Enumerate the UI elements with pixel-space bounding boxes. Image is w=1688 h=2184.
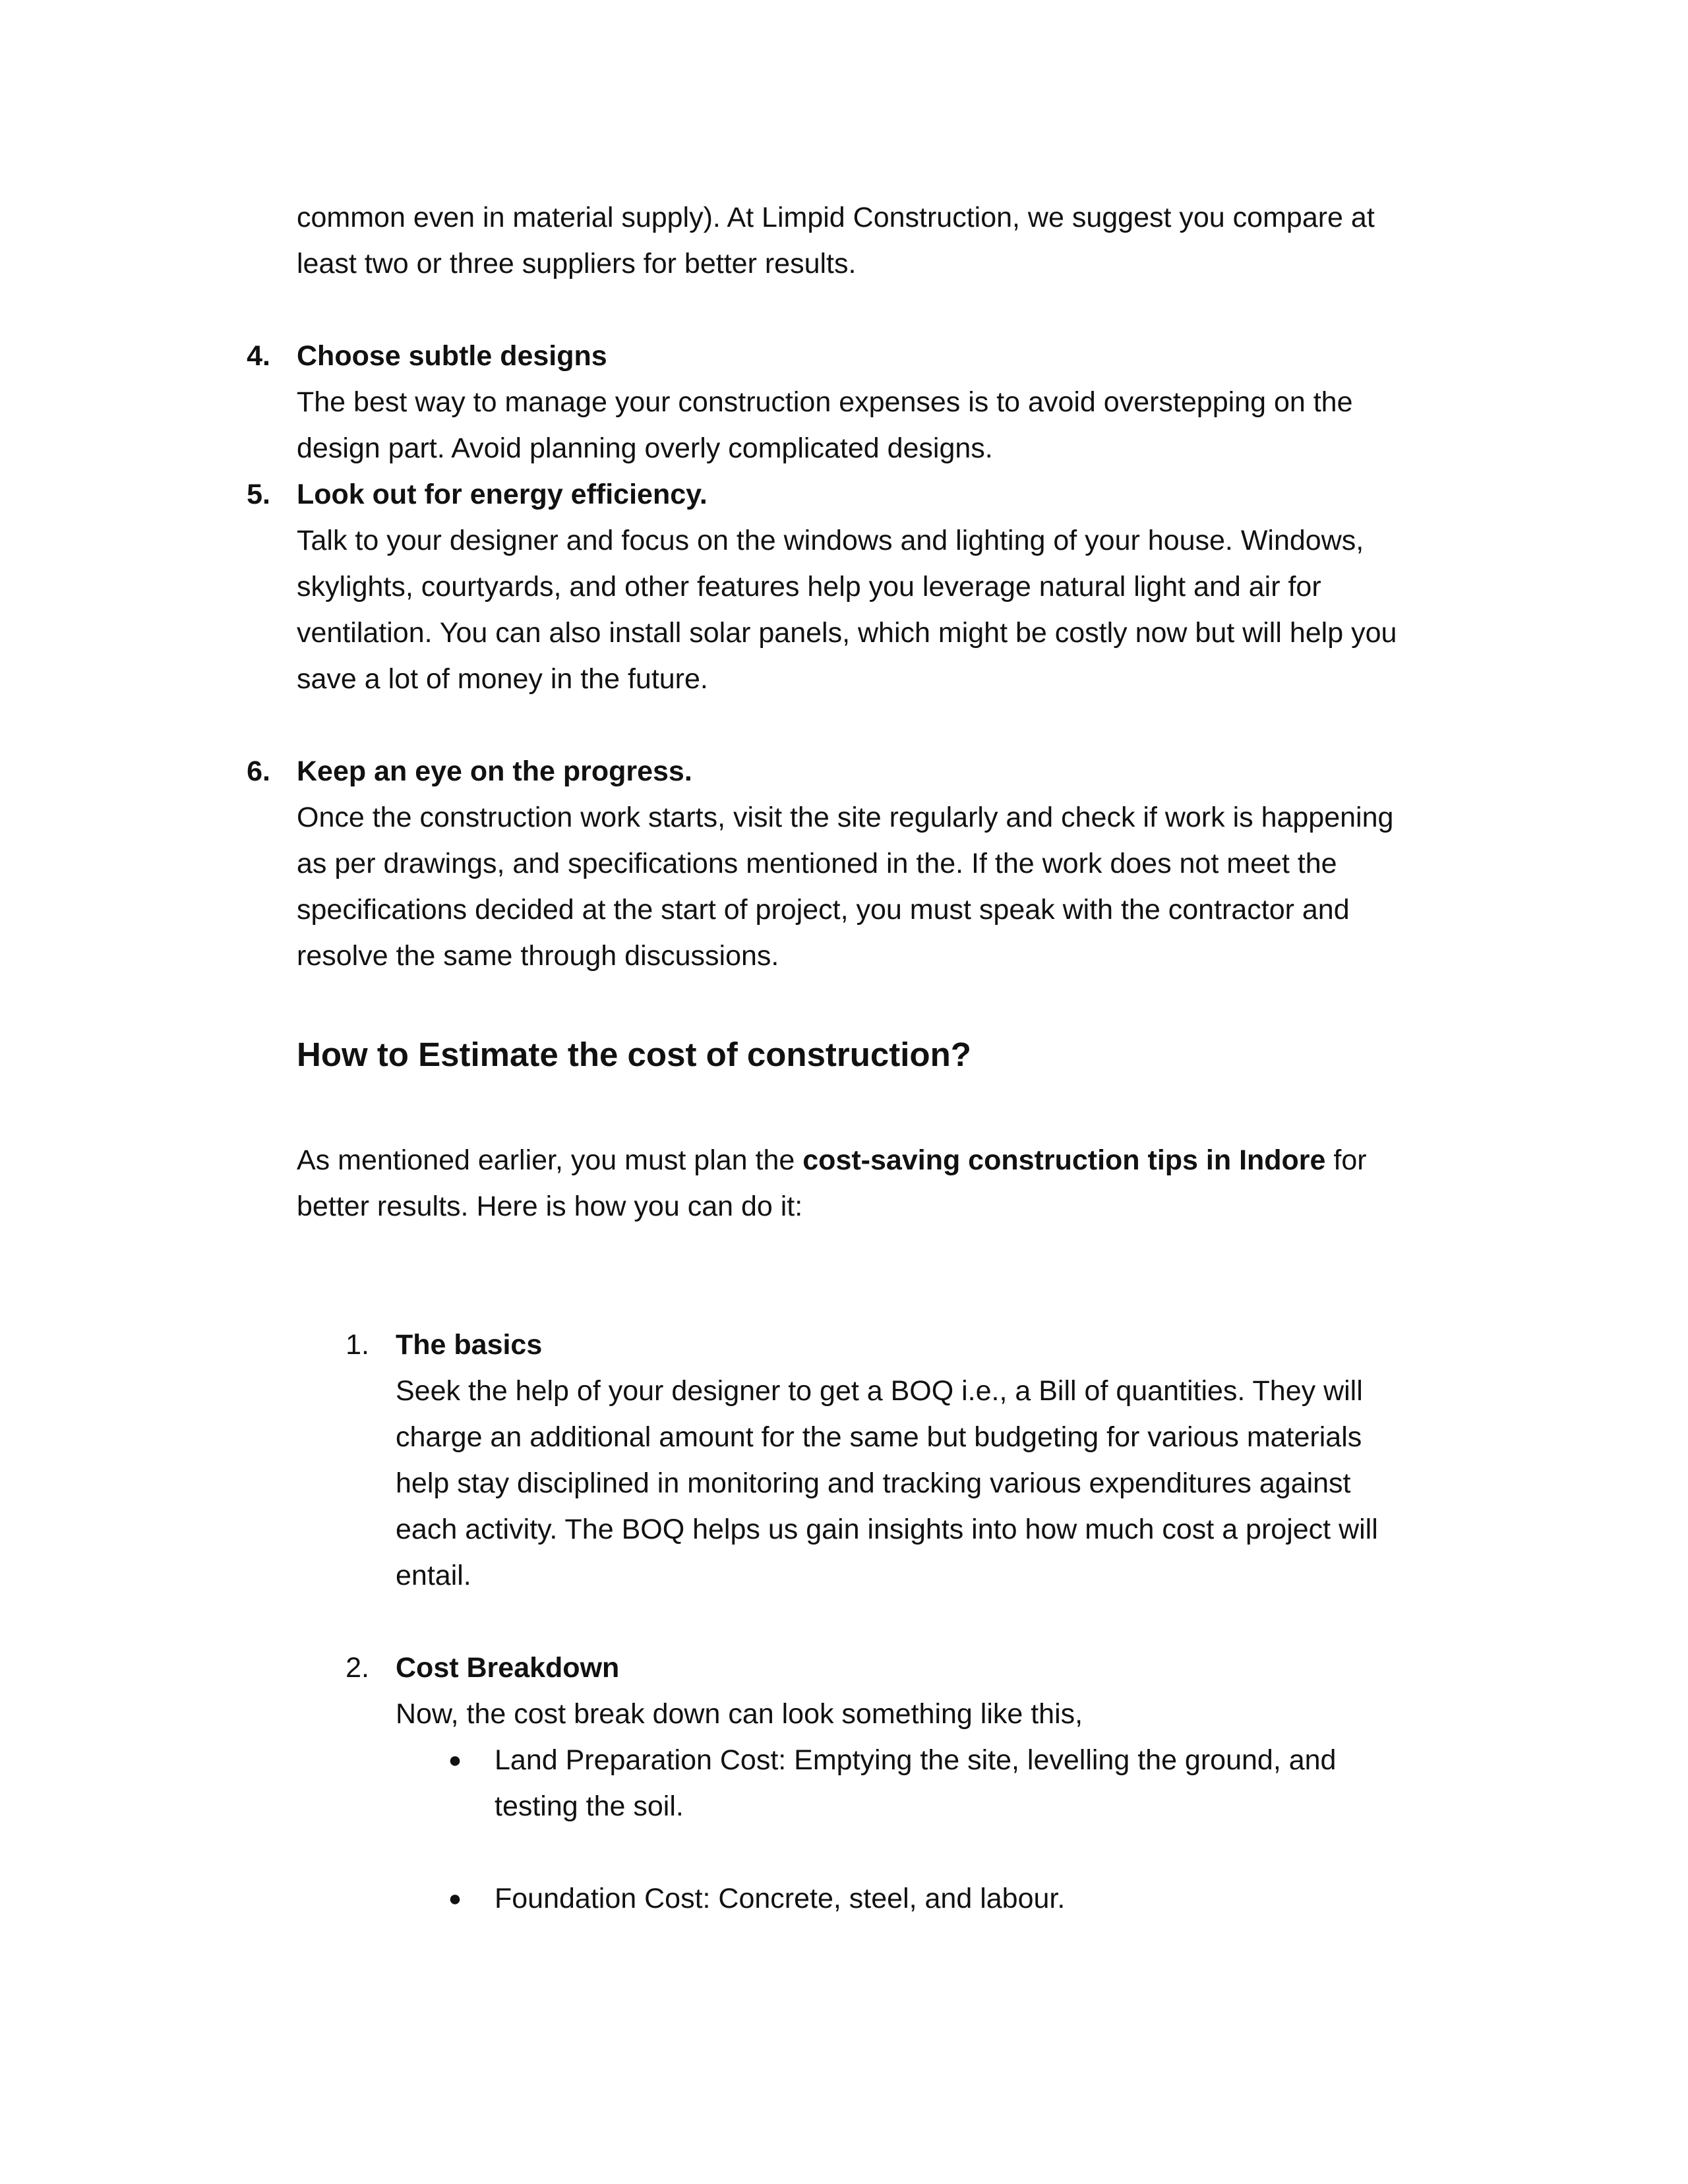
step-number: 1. (346, 1329, 369, 1361)
intro-text-before: As mentioned earlier, you must plan the (297, 1144, 803, 1176)
tip-body: The best way to manage your construction expenses is to avoid overstepping on the design part. Avoid planning overly complicated designs. (297, 386, 1353, 464)
tip-number: 4. (247, 340, 270, 372)
intro-text-after: for better results. Here is how you can do it: (297, 1144, 1367, 1222)
tip-body: Once the construction work starts, visit the site regularly and check if work is happening as per drawings, and specifications mentioned in the. If the work does not meet the specifications decided at the start of project, you must speak with the contractor and resolve the same through discussions. (297, 802, 1394, 972)
bullet-icon: ● (448, 1748, 462, 1773)
step-body: Seek the help of your designer to get a BOQ i.e., a Bill of quantities. They will charge an additional amount for the same but budgeting for various materials help stay disciplined in monitoring and tracking various expenditures against each activity. The BOQ helps us gain insights into how much cost a project will entail. (396, 1375, 1378, 1591)
cost-item: Land Preparation Cost: Emptying the site, levelling the ground, and testing the soil. (495, 1744, 1337, 1822)
tip-title: Look out for energy efficiency. (297, 479, 708, 510)
intro-bold-phrase: cost-saving construction tips in Indore (802, 1144, 1326, 1176)
section-intro-paragraph (297, 1137, 1550, 1229)
tip-title: Choose subtle designs (297, 340, 607, 372)
bullet-icon: ● (448, 1886, 462, 1911)
step-number: 2. (346, 1652, 369, 1684)
tip-body: Talk to your designer and focus on the windows and lighting of your house. Windows, skylights, courtyards, and other features help you leverage natural light and air for ventilation. You can also install solar panels, which might be costly now but will help you save a lot of money in the future. (297, 525, 1397, 695)
cost-item: Foundation Cost: Concrete, steel, and labour. (495, 1883, 1066, 1914)
tip-number: 6. (247, 755, 270, 787)
step-body: Now, the cost break down can look something like this, (396, 1698, 1083, 1730)
section-heading: How to Estimate the cost of construction? (297, 1036, 971, 1073)
tip-title: Keep an eye on the progress. (297, 755, 692, 787)
step-title: The basics (396, 1329, 543, 1361)
step-title: Cost Breakdown (396, 1652, 620, 1684)
tip-number: 5. (247, 479, 270, 510)
intro-continuation-paragraph: common even in material supply). At Limpid Construction, we suggest you compare at least two or three suppliers for better results. (297, 202, 1375, 280)
